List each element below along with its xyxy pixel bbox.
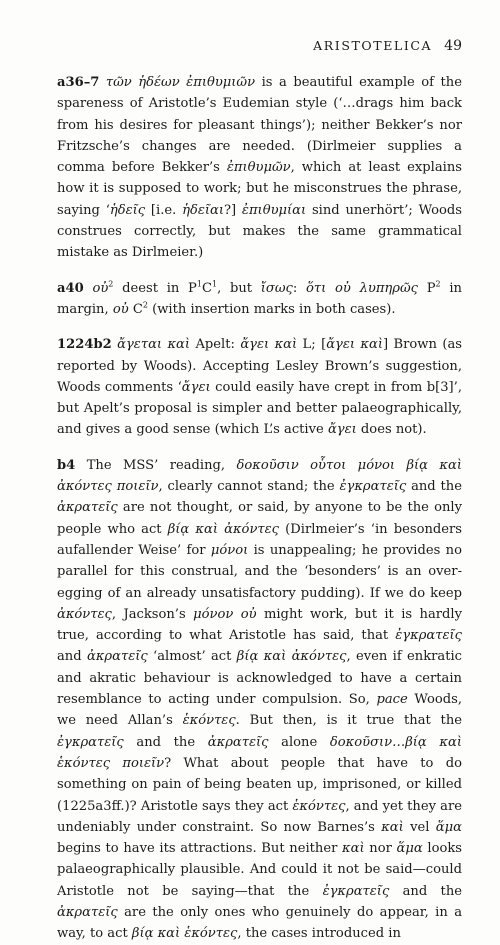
note-text: ‘almost’ act (147, 649, 237, 665)
note-text: might work, but it is hardly true, according to what Aristotle has said, that (57, 606, 463, 644)
note-text: are not thought, or said, by anyone to be the only people who act (57, 500, 462, 537)
greek-word: μόνοι (210, 542, 249, 558)
note-text: , but (217, 280, 261, 296)
running-head (313, 38, 462, 54)
note-text: nor (364, 841, 397, 857)
note-text: : (292, 280, 307, 296)
line-reference: a40 (57, 280, 84, 296)
note-a40 (57, 278, 462, 321)
note-text: begins to have its attractions. But neither (57, 841, 343, 857)
superscript: 2 (142, 300, 148, 310)
greek-word: ἄγει καὶ (240, 337, 298, 353)
note-text: is a beautiful example of the spareness of Aristotle’s Eudemian style (‘…drags him back from his desires for pleasant things’); neither Bekker’s nor Fritzsche’s changes are needed. (Dirlmeier supplies a comma before Bekker’s (57, 75, 462, 176)
greek-word: ἀκόντες (57, 606, 112, 622)
note-text: sind unerhört’; Woods construes correctly, but makes the same grammatical mistake as Dirlmeier.) (57, 202, 463, 261)
note-1224b2 (57, 334, 462, 440)
note-text: ] Brown (as reported by Woods). Accepting Lesley Brown’s suggestion, Woods comments ‘ (57, 337, 462, 395)
note-text: ? What about people that have to do something on pain of being beaten up, imprisoned, or killed (1225a3ff.)? Aristotle says they act (57, 755, 462, 814)
greek-word: ἄγει (327, 422, 357, 438)
note-text: are the only ones who genuinely do appear, in a way, to act (57, 904, 462, 942)
note-text: , which at least explains how it is supposed to work; but he misconstrues the phrase, saying ‘ (57, 160, 462, 218)
note-a36-7 (57, 72, 462, 264)
note-text: Woods, we need Allan’s (57, 692, 462, 729)
greek-word: ἐγκρατεῖς (395, 628, 462, 644)
note-text: and the (123, 734, 208, 750)
superscript: 1 (196, 279, 202, 289)
note-text: (Dirlmeier’s ‘in besonders aufallender Weise’ for (57, 521, 463, 558)
greek-word: βίᾳ καὶ ἑκόντες (131, 926, 238, 942)
greek-word: ἑκόντες (182, 713, 236, 729)
superscript: 2 (435, 279, 441, 289)
greek-word: ἄγει (181, 379, 211, 395)
greek-word: ἄγεται καὶ (117, 337, 191, 353)
note-text: does not). (356, 422, 427, 438)
greek-word: ἡδεῖς (109, 202, 146, 218)
greek-word: ἐπιθυμῶν (226, 160, 291, 176)
greek-word: βίᾳ καὶ ἀκόντες (167, 521, 280, 537)
note-text: The MSS’ reading, (75, 457, 237, 473)
superscript: 1 (211, 279, 218, 289)
note-text: C (128, 301, 143, 317)
greek-word: οὐ (92, 280, 109, 296)
note-text: deest in P (113, 280, 197, 296)
greek-lemma: τῶν ἡδέων ἐπιθυμιῶν (105, 75, 256, 90)
greek-word: ὅτι οὐ λυπηρῶς (306, 280, 418, 296)
greek-word: ἐγκρατεῖς (57, 734, 124, 750)
note-text: , even if enkratic and akratic behaviour is acknowledged to have a certain resemblance to acting under compulsion. So, (57, 649, 462, 708)
greek-word: ἄγει καὶ (326, 337, 383, 353)
greek-word: βίᾳ καὶ ἀκόντες (236, 649, 347, 665)
greek-word: ἅμα (435, 819, 462, 835)
greek-word: ἀκρατεῖς (86, 649, 148, 665)
note-text: , Jackson’s (111, 606, 194, 622)
greek-word: ἐγκρατεῖς (322, 883, 390, 899)
note-text: and (57, 649, 87, 665)
greek-word: ἴσως (260, 280, 293, 296)
greek-word: ἀκρατεῖς (207, 734, 269, 750)
greek-word: μόνον οὐ (193, 606, 257, 622)
note-text: Apelt: (190, 337, 241, 353)
note-text: , clearly cannot stand; the (158, 479, 340, 495)
note-text: looks palaeographically plausible. And could it not be said—could Aristotle not be saying—that the (57, 841, 462, 899)
note-text: is unappealing; he provides no parallel for this construal, and the ‘besonders’ is an over-egging of an already unsatisfactory pudding). If we do keep (57, 542, 462, 601)
running-title: ARISTOTELICA (313, 38, 433, 53)
note-b4 (57, 455, 462, 945)
note-text: could easily have crept in from b[3]’, but Apelt’s proposal is simpler and better palaeographically, and gives a good sense (which L’s active (57, 379, 462, 438)
note-text: . But then, is it true that the (235, 713, 462, 729)
greek-word: δοκοῦσιν…βίᾳ καὶ ἑκόντες ποιεῖν (57, 734, 462, 771)
greek-word: καὶ (342, 841, 365, 857)
note-text: vel (403, 819, 436, 835)
note-text: L; [ (297, 337, 327, 353)
greek-word: ἅμα (396, 841, 423, 857)
note-text: , the cases introduced in (237, 926, 401, 942)
greek-word: ἀκρατεῖς (57, 904, 118, 920)
note-text: C (201, 280, 212, 296)
note-text: and the (389, 883, 463, 899)
commentary-body (57, 38, 462, 945)
note-text: alone (268, 734, 330, 750)
greek-word: οὐ (112, 301, 129, 317)
greek-word: ἑκόντες (292, 798, 346, 814)
line-reference: b4 (57, 457, 76, 473)
note-text: in margin, (57, 280, 462, 317)
note-text: [i.e. (145, 202, 183, 218)
greek-word: ἐγκρατεῖς (339, 479, 407, 495)
greek-word: ἀκρατεῖς (57, 500, 118, 516)
line-reference: 1224b2 (57, 337, 112, 353)
greek-word: ἡδεῖαι (182, 202, 224, 218)
latin-word: pace (376, 692, 408, 708)
note-text: P (418, 280, 436, 296)
greek-word: δοκοῦσιν οὗτοι μόνοι βίᾳ καὶ ἀκόντες ποιεῖν (57, 457, 462, 495)
note-text: and the (406, 479, 462, 495)
greek-word: καὶ (381, 819, 404, 835)
greek-word: ἐπιθυμίαι (241, 202, 307, 218)
line-reference: a36–7 (57, 75, 100, 90)
note-text: (with insertion marks in both cases). (147, 301, 396, 317)
note-text: ?] (223, 202, 242, 218)
superscript: 2 (108, 279, 114, 289)
note-text: , and yet they are undeniably under constraint. So now Barnes’s (57, 798, 462, 835)
page-number: 49 (444, 38, 462, 54)
